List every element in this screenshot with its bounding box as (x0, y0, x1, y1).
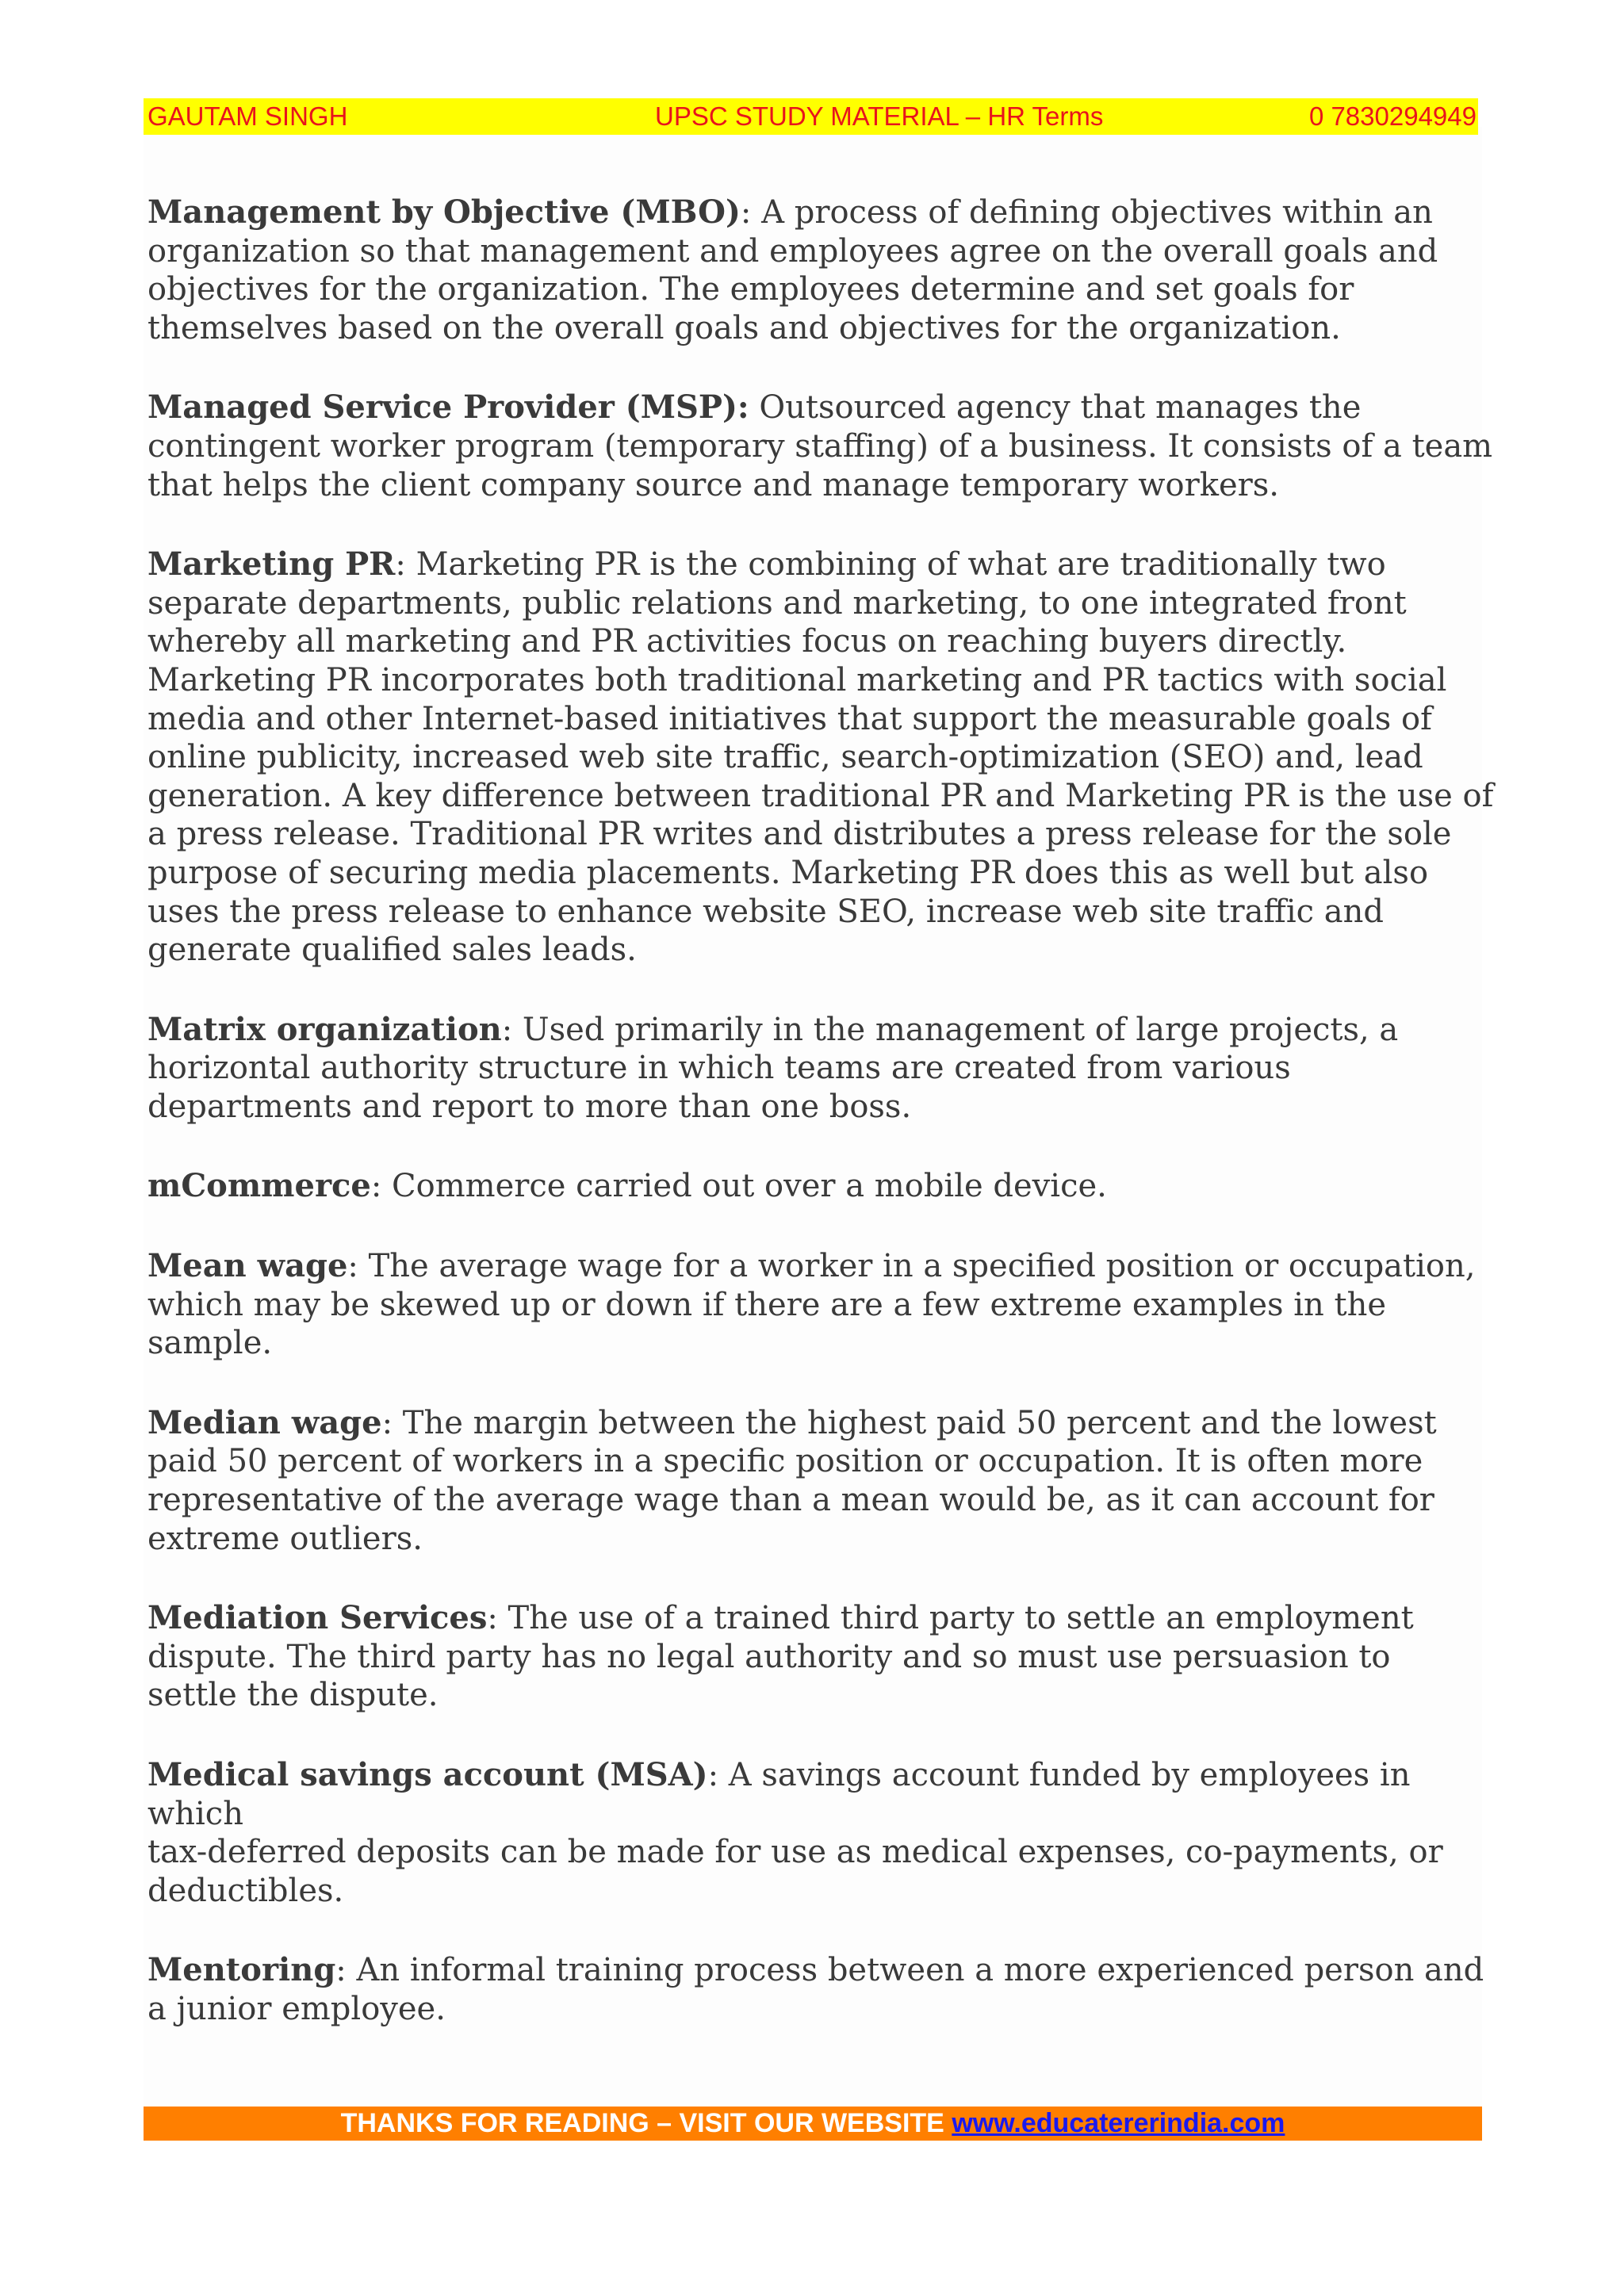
entry-definition: : A process of defining objectives within an organization so that management and employees agree on the overall goals and objectives for the organization. The employees determine and set goals for themselves based on the overall goals and objectives for the organization. (147, 194, 1438, 346)
glossary-entry-mediation-services (147, 1599, 1496, 1715)
entry-term: Median wage (147, 1403, 382, 1441)
entry-definition: : Marketing PR is the combining of what are traditionally two separate departments, public relations and marketing, to one integrated front whereby all marketing and PR activities focus on reaching buyers directly. Marketing PR incorporates both traditional marketing and PR tactics with social media and other Internet-based initiatives that support the measurable goals of online publicity, increased web site traffic, search-optimization (SEO) and, lead generation. A key difference between traditional PR and Marketing PR is the use of a press release. Traditional PR writes and distributes a press release for the sole purpose of securing media placements. Marketing PR does this as well but also uses the press release to enhance website SEO, increase web site traffic and generate qualified sales leads. (147, 546, 1494, 969)
entry-definition: : The margin between the highest paid 50 percent and the lowest paid 50 percent of workers in a specific position or occupation. It is often more representative of the average wage than a mean would be, as it can account for extreme outliers. (147, 1404, 1437, 1557)
entry-term: Matrix organization (147, 1010, 502, 1048)
glossary-entry-mentoring (147, 1951, 1496, 2028)
glossary-entry-mcommerce (147, 1167, 1496, 1206)
glossary-entry-mean-wage (147, 1247, 1496, 1363)
glossary-entry-msa (147, 1756, 1496, 1910)
entry-definition: : An informal training process between a more experienced person and a junior employee. (147, 1952, 1484, 2027)
entry-term: Medical savings account (MSA) (147, 1756, 708, 1793)
header-phone: 0 7830294949 (1308, 101, 1477, 131)
website-link[interactable]: www.educatererindia.com (952, 2108, 1285, 2138)
entry-definition: : The average wage for a worker in a specified position or occupation, which may be skewed up or down if there are a few extreme examples in the sample. (147, 1248, 1476, 1362)
entry-term: Mean wage (147, 1247, 348, 1285)
glossary-entry-mbo (147, 193, 1496, 347)
entry-definition: : The use of a trained third party to settle an employment dispute. The third party has no legal authority and so must use persuasion to settle the dispute. (147, 1600, 1414, 1714)
glossary-entry-matrix-organization (147, 1011, 1496, 1127)
entry-term: Marketing PR (147, 545, 396, 584)
header-title: UPSC STUDY MATERIAL – HR Terms (655, 101, 1104, 131)
glossary-entry-median-wage (147, 1404, 1496, 1558)
glossary-entry-msp (147, 388, 1496, 504)
entry-term: Management by Objective (MBO) (147, 193, 741, 231)
glossary-entry-marketing-pr (147, 545, 1496, 970)
glossary-entries (147, 193, 1496, 2070)
entry-definition: : Commerce carried out over a mobile device. (370, 1168, 1107, 1205)
page-footer (144, 2107, 1482, 2141)
entry-definition: Outsourced agency that manages the contingent worker program (temporary staffing) of a business. It consists of a team that helps the client company source and manage temporary workers. (147, 389, 1493, 503)
entry-term: Mentoring (147, 1951, 336, 1989)
header-author: GAUTAM SINGH (147, 101, 348, 131)
entry-term: Mediation Services (147, 1599, 488, 1637)
footer-text: THANKS FOR READING – VISIT OUR WEBSITE (340, 2108, 952, 2138)
entry-term: Managed Service Provider (MSP): (147, 388, 749, 427)
page-header (144, 98, 1478, 135)
entry-term: mCommerce (147, 1167, 371, 1205)
entry-definition: : Used primarily in the management of large projects, a horizontal authority structure in which teams are created from various departments and report to more than one boss. (147, 1011, 1399, 1125)
entry-definition: : A savings account funded by employees in which tax-deferred deposits can be made for use as medical expenses, co-payments, or deductibles. (147, 1757, 1443, 1909)
